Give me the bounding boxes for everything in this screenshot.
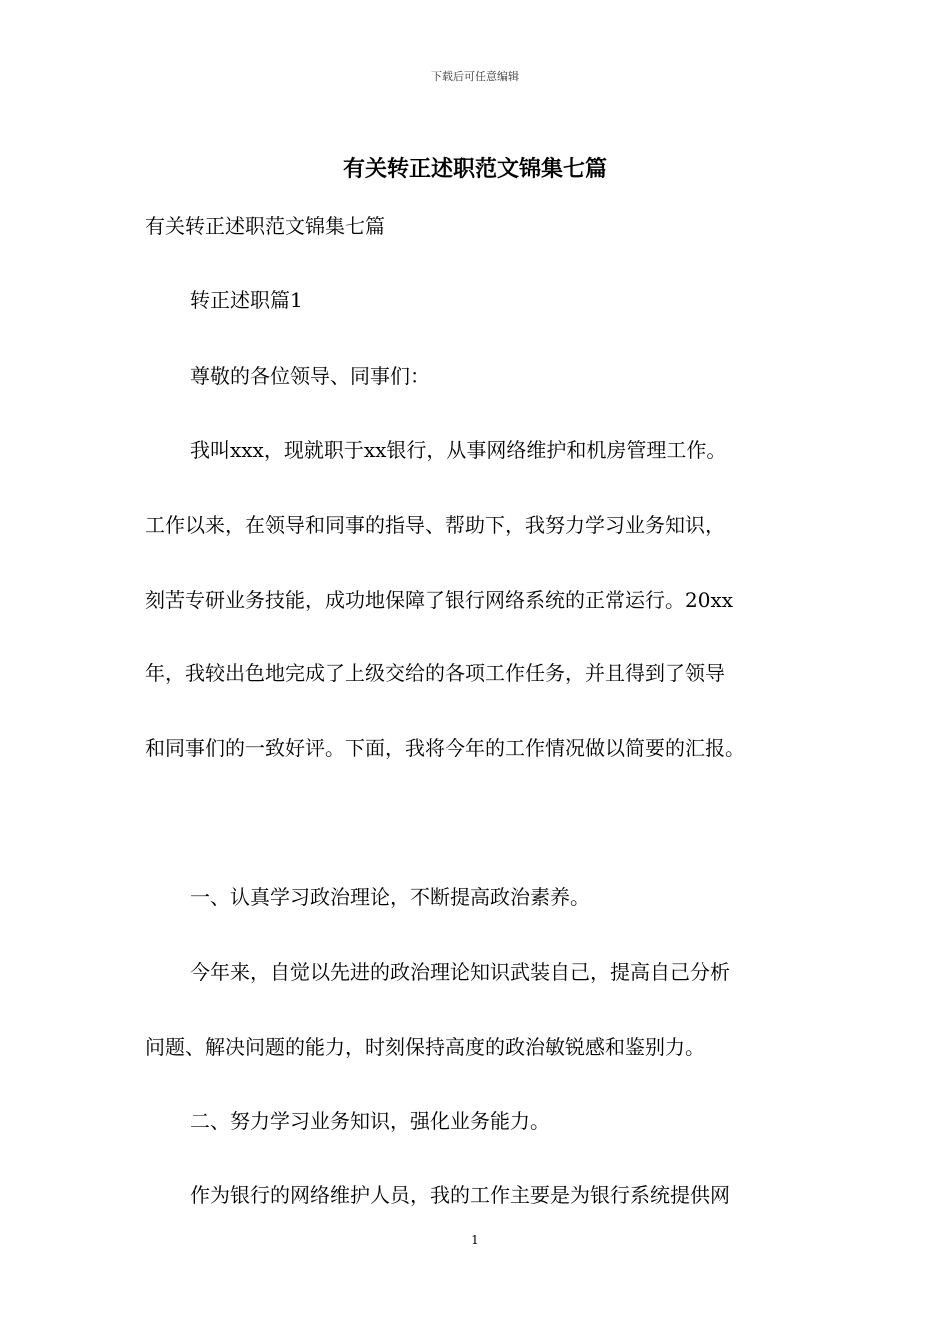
section-heading: 转正述职篇1	[190, 288, 303, 312]
paragraph-line: 今年来，自觉以先进的政治理论知识武装自己，提高自己分析	[190, 960, 730, 984]
document-subtitle: 有关转正述职范文锦集七篇	[145, 214, 385, 238]
header-note: 下载后可任意编辑	[431, 70, 519, 83]
paragraph-line: 和同事们的一致好评。下面，我将今年的工作情况做以简要的汇报。	[145, 736, 745, 760]
paragraph-line: 刻苦专研业务技能，成功地保障了银行网络系统的正常运行。20xx	[145, 588, 734, 612]
paragraph-line: 工作以来，在领导和同事的指导、帮助下，我努力学习业务知识，	[145, 513, 725, 537]
page-number: 1	[471, 1233, 479, 1247]
document-title: 有关转正述职范文锦集七篇	[342, 156, 607, 182]
point-heading: 二、努力学习业务知识，强化业务能力。	[190, 1109, 550, 1133]
paragraph-line: 年，我较出色地完成了上级交给的各项工作任务，并且得到了领导	[145, 661, 725, 685]
point-heading: 一、认真学习政治理论，不断提高政治素养。	[190, 885, 590, 909]
greeting-line: 尊敬的各位领导、同事们：	[190, 364, 430, 388]
paragraph-line: 作为银行的网络维护人员，我的工作主要是为银行系统提供网	[190, 1183, 730, 1207]
paragraph-line: 我叫xxx，现就职于xx银行，从事网络维护和机房管理工作。	[190, 438, 727, 462]
paragraph-line: 问题、解决问题的能力，时刻保持高度的政治敏锐感和鉴别力。	[145, 1035, 705, 1059]
